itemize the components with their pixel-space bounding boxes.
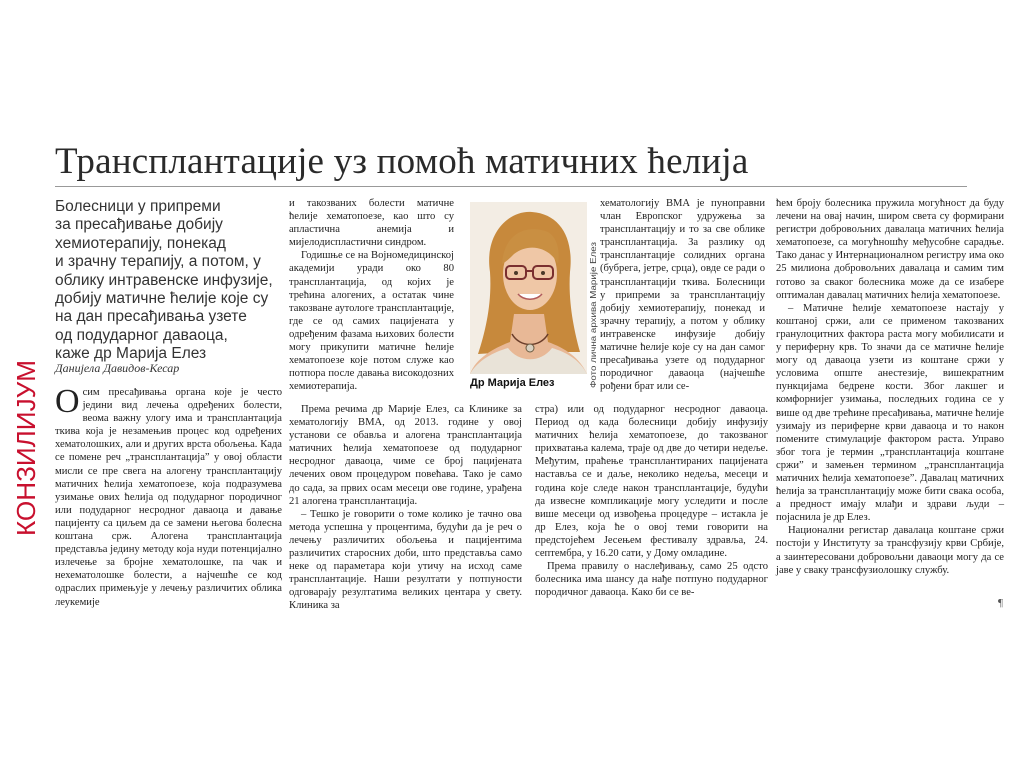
section-label-text: КОНЗИЛИЈУМ [11,360,41,536]
text-column-2-top [289,197,454,393]
paragraph: стра) или од подударног несродног даваоца. Период од када болесници добију инфузију матичних ћелија хематопоезе, до такозваног прихватања калема, траје од две до четири недеље. Међутим, праћење трансплантираних пацијената наставља се и даље, неколико недеља, месеци и година које следе након трансплантације, будући да извесне компликације могу уследити и после више месеци од извођења процедуре – истакла је др Елез, која ће о овој теми говорити на предстојећем Јесењем фестивалу здравља, 24. септембра, у 16.20 сати, у Дому омладине. [535,404,768,560]
lead-line: облику интравенске инфузије, [55,271,273,289]
lead-line: добију матичне ћелије које су [55,290,269,308]
text-column-3-top [600,197,765,393]
paragraph: Према речима др Марије Елез, са Клинике за хематологију ВМА, од 2013. године у овој установи се обавља и алогена трансплантација матичних ћелија хематопоезе од подударног несродног даваоца, чиме се број пацијената лечених овом процедуром повећава. Тако је само до сада, за првих осам месеци ове године, урађена 21 алогена трансплантација. [289,404,522,507]
paragraph: Национални регистар давалаца коштане сржи постоји у Институту за трансфузију крви Србије, а заинтересовани добровољни даваоци могу да се јаве у сваку трансфузиолошку службу. [776,525,1004,576]
article-lead [55,198,279,364]
headline-rule [55,186,967,187]
paragraph: Према правилу о наслеђивању, само 25 одсто болесника има шансу да нађе потпуно подударног породичног даваоца. Како би се ве- [535,561,768,599]
photo-caption: Др Марија Елез [470,377,555,389]
paragraph: Годишње се на Војномедицинској академији уради око 80 трансплантација, од којих је трећина алогених, а остатак чине такозване аутологе трансплантације, где се од самих пацијената у одређеним фазама њихових болести могу прикупити матичне ћелије хематопоезе које потом служе као потпора после давања високодозних хемиотерапија. [289,250,454,393]
paragraph: и такозваних болести матичне ћелије хематопоезе, као што су апластична анемија и мијелодиспластични синдром. [289,198,454,249]
article-headline: Трансплантације уз помоћ матичних ћелија [55,141,749,182]
text-column-1 [55,383,282,609]
photo-credit [586,240,600,390]
paragraph: – Тешко је говорити о томе колико је тачно ова метода успешна у процентима, будући да је реч о лечењу различитих обољења и пацијентима различитих старосних доби, што представља само неке од параметара који утичу на исход саме трансплантације. Наши резултати у потпуности одговарају резултатима великих центара у свету. Клиника за [289,508,522,612]
portrait-photo [470,202,587,374]
text-column-4 [776,197,1004,577]
paragraph-text: сим пресађивања органа које је често једини вид лечења одређених болести, веома важну улогу има и трансплантација ткива која је незамењив процес код одређених хематолошких, али и других врста обољења. Када се помене реч „трансплантација” у овој области мисли се пре свега на алогену трансплантацију матичних ћелија хематопоезе, која подразумева узимање ових ћелија од подударног породичног или подударног несродног даваоца и давање пацијенту са циљем да се замени његова болесна коштана срж. Алогена трансплантација представља једину методу која нуди потенцијално излечење за бројне хематолошке, па чак и нехематолошке болести, а најчешће се код одраслих примењује у лечењу различитих облика леукемије [55,387,282,608]
lead-line: на дан пресађивања узете [55,308,247,326]
drop-cap: О [55,383,80,420]
section-label [4,358,44,538]
text-column-2-bottom [289,403,522,613]
lead-line: и зрачну терапију, а потом, у [55,253,261,271]
end-mark: ¶ [998,597,1003,609]
lead-line: од подударног даваоца, [55,326,228,344]
portrait-illustration [470,202,587,374]
paragraph: хематологију ВМА је пуноправни члан Европског удружења за трансплантацију и то за све облике трансплантација. За разлику од трансплантације солидних органа (бубрега, јетре, срца), овде се ради о трансплантацији ткива. Болесници у припреми за трансплантацију добију хемиотерапију, понекад и зрачну терапију, а потом у облику интравенске инфузије добију матичне ћелије које су на дан самог пресађивања узете од подударног породичног даваоца (најчешће рођени брат или се- [600,198,765,393]
article-byline: Данијела Давидов-Кесар [55,361,180,375]
text-column-3-bottom [535,403,768,599]
photo-credit-text: Фото лична архива Марије Елез [589,268,598,388]
paragraph: – Матичне ћелије хематопоезе настају у коштаној сржи, али се применом такозваних гранулоцитних фактора раста могу мобилисати и у периферну крв. То значи да се матичне ћелије могу од даваоца узети из коштане сржи у условима опште анестезије, вишекратним пункцијама бедрене кости. Због лакшег и комфорнијег узимања, последњих година се у више од две трећине пресађивања, матичне ћелије узимају из периферне крви даваоца и то након помените стимулације фактором раста. Управо због тога је термин „трансплантација коштане сржи” и замењен термином „трансплантација матичних ћелија хематопоезе”. Давалац матичних ћелија за трансплантацију може бити свака особа, а предност имају млађи и здрави људи – појаснила је др Елез. [776,302,1004,524]
lead-line: за пресађивање добију [55,216,223,234]
lead-line: хемиотерапију, понекад [55,234,226,252]
lead-line: Болесници у припреми [55,198,221,215]
paragraph: ћем броју болесника пружила могућност да буду лечени на овај начин, широм света су формирани регистри добровољних давалаца матичних ћелија хематопоезе, са могућношћу међусобне сарадње. Тако данас у Интернационалном регистру има око 25 милиона добровољних давалаца и самим тим готово за сваког болесника може да се изабере оптималан давалац матичних ћелија хематопоезе. [776,198,1004,301]
paragraph [55,383,282,609]
lead-line: каже др Марија Елез [55,345,207,363]
